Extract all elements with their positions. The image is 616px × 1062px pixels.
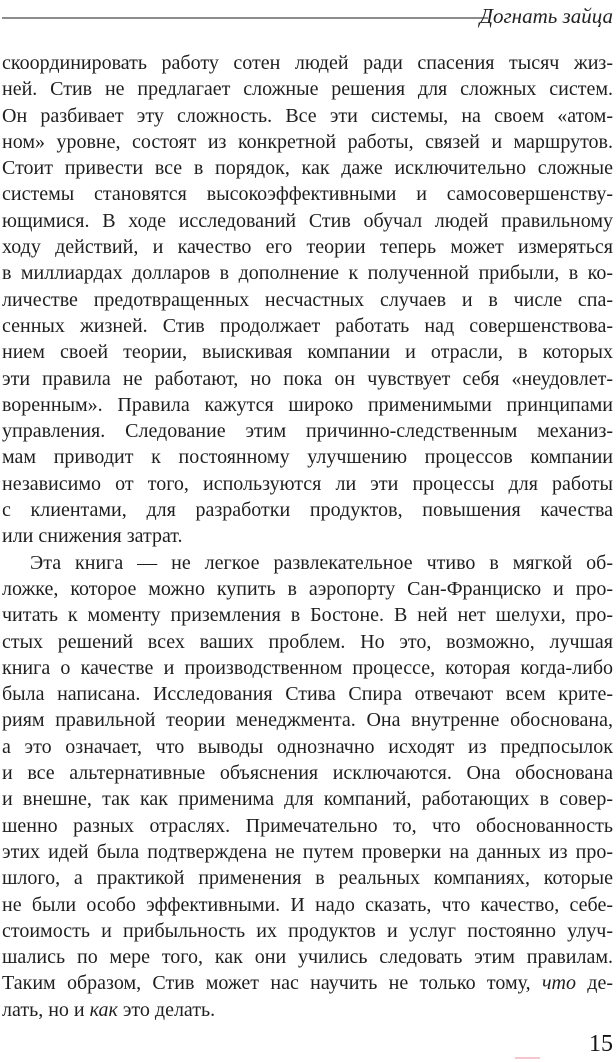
text-line bbox=[2, 234, 613, 260]
text-line bbox=[2, 444, 613, 470]
text-segment: стых решений всех ваших проблем. Но это, возможно, лучшая bbox=[2, 630, 613, 653]
text-line bbox=[2, 944, 613, 970]
text-segment: или снижения затрат. bbox=[2, 525, 183, 548]
text-segment: ней. Стив не предлагает сложные решения для сложных систем. bbox=[2, 78, 613, 101]
text-line bbox=[2, 523, 613, 549]
text-segment: лать, но и bbox=[2, 998, 90, 1021]
text-block bbox=[2, 50, 613, 1023]
text-segment: независимо от того, используются ли эти процессы для работы bbox=[2, 472, 613, 495]
text-line bbox=[2, 260, 613, 286]
text-line bbox=[2, 339, 613, 365]
text-segment: этих идей была подтверждена не путем проверки на данных из про- bbox=[2, 840, 613, 863]
text-line bbox=[2, 970, 613, 996]
text-line bbox=[2, 681, 613, 707]
text-segment: воренным». Правила кажутся широко применимыми принципами bbox=[2, 393, 613, 416]
text-line bbox=[2, 707, 613, 733]
text-segment: шенно разных отраслях. Примечательно то, что обоснованность bbox=[2, 814, 613, 837]
text-segment: Стоит привести все в порядок, как даже исключительно сложные bbox=[2, 157, 613, 180]
text-segment: с клиентами, для разработки продуктов, повышения качества bbox=[2, 499, 613, 522]
text-line bbox=[2, 392, 613, 418]
text-line bbox=[2, 760, 613, 786]
text-segment: была написана. Исследования Стива Спира отвечают всем крите- bbox=[2, 683, 613, 706]
text-segment: риям правильной теории менеджмента. Она внутренне обоснована, bbox=[2, 709, 613, 732]
text-line bbox=[2, 734, 613, 760]
text-segment: эти правила не работают, но пока он чувствует себя «неудовлет- bbox=[2, 367, 613, 390]
text-line bbox=[2, 181, 613, 207]
text-line bbox=[2, 655, 613, 681]
text-segment: управления. Следование этим причинно-следственным механиз- bbox=[2, 420, 613, 443]
text-line bbox=[2, 576, 613, 602]
footer-mark bbox=[515, 1057, 540, 1059]
text-line bbox=[2, 813, 613, 839]
text-segment: де- bbox=[575, 972, 613, 995]
text-segment: Таким образом, Стив может нас научить не только тому, bbox=[2, 972, 542, 995]
text-segment: личестве предотвращенных несчастных случаев и в числе спа- bbox=[2, 288, 613, 311]
text-segment: системы становятся высокоэффективными и самосовершенству- bbox=[2, 183, 613, 206]
text-segment: книга о качестве и производственном процессе, которая когда-либо bbox=[2, 656, 613, 679]
text-segment: Он разбивает эту сложность. Все эти системы, на своем «атом- bbox=[2, 104, 613, 127]
text-line bbox=[2, 76, 613, 102]
text-line bbox=[2, 497, 613, 523]
text-segment: не были особо эффективными. И надо сказать, что качество, себе- bbox=[2, 893, 613, 916]
italic-text: как bbox=[89, 998, 118, 1021]
text-segment: нием своей теории, выискивая компании и отрасли, в которых bbox=[2, 341, 613, 364]
text-line bbox=[2, 155, 613, 181]
text-line bbox=[2, 50, 613, 76]
text-segment: в миллиардах долларов в дополнение к полученной прибыли, в ко- bbox=[2, 262, 613, 285]
text-line bbox=[2, 839, 613, 865]
text-line bbox=[2, 865, 613, 891]
italic-text: что bbox=[541, 972, 576, 995]
text-segment: читать к моменту приземления в Бостоне. В ней нет шелухи, про- bbox=[2, 604, 613, 627]
page-header bbox=[0, 0, 616, 40]
text-segment: мам приводит к постоянному улучшению процессов компании bbox=[2, 446, 613, 469]
text-line bbox=[2, 550, 613, 576]
text-line bbox=[2, 366, 613, 392]
text-line bbox=[2, 997, 613, 1023]
text-line bbox=[2, 602, 613, 628]
running-head-title: Догнать зайца bbox=[479, 4, 613, 28]
text-segment: ходу действий, и качество его теории теперь может измеряться bbox=[2, 236, 613, 259]
paragraph bbox=[2, 550, 613, 1023]
text-segment: это делать. bbox=[117, 998, 216, 1021]
text-segment: шлого, а практикой применения в реальных компаниях, которые bbox=[2, 867, 613, 890]
text-line bbox=[2, 629, 613, 655]
text-line bbox=[2, 918, 613, 944]
text-segment: шались по мере того, как они учились следовать этим правилам. bbox=[2, 946, 613, 969]
text-line bbox=[2, 208, 613, 234]
text-line bbox=[2, 287, 613, 313]
text-line bbox=[2, 786, 613, 812]
text-segment: сенных жизней. Стив продолжает работать над совершенствова- bbox=[2, 314, 613, 337]
text-segment: ющимися. В ходе исследований Стив обучал людей правильному bbox=[2, 209, 613, 232]
text-segment: скоординировать работу сотен людей ради спасения тысяч жиз- bbox=[2, 52, 613, 74]
text-segment: а это означает, что выводы однозначно исходят из предпосылок bbox=[2, 735, 613, 758]
text-line bbox=[2, 892, 613, 918]
text-line bbox=[2, 418, 613, 444]
text-segment: ложке, которое можно купить в аэропорту Сан-Франциско и про- bbox=[2, 577, 613, 600]
text-segment: и все альтернативные объяснения исключаются. Она обоснована bbox=[2, 762, 613, 785]
text-line bbox=[2, 129, 613, 155]
text-segment: стоимость и прибыльность их продуктов и услуг постоянно улуч- bbox=[2, 919, 613, 942]
text-line bbox=[2, 103, 613, 129]
page-number: 15 bbox=[589, 1031, 613, 1057]
text-line bbox=[2, 471, 613, 497]
paragraph bbox=[2, 50, 613, 550]
text-segment: ном» уровне, состоят из конкретной работы, связей и маршрутов. bbox=[2, 130, 613, 153]
text-line bbox=[2, 313, 613, 339]
text-segment: Эта книга — не легкое развлекательное чтиво в мягкой об- bbox=[30, 551, 613, 574]
header-rule-divider bbox=[2, 17, 488, 19]
text-segment: и внешне, так как применима для компаний, работающих в совер- bbox=[2, 788, 613, 811]
